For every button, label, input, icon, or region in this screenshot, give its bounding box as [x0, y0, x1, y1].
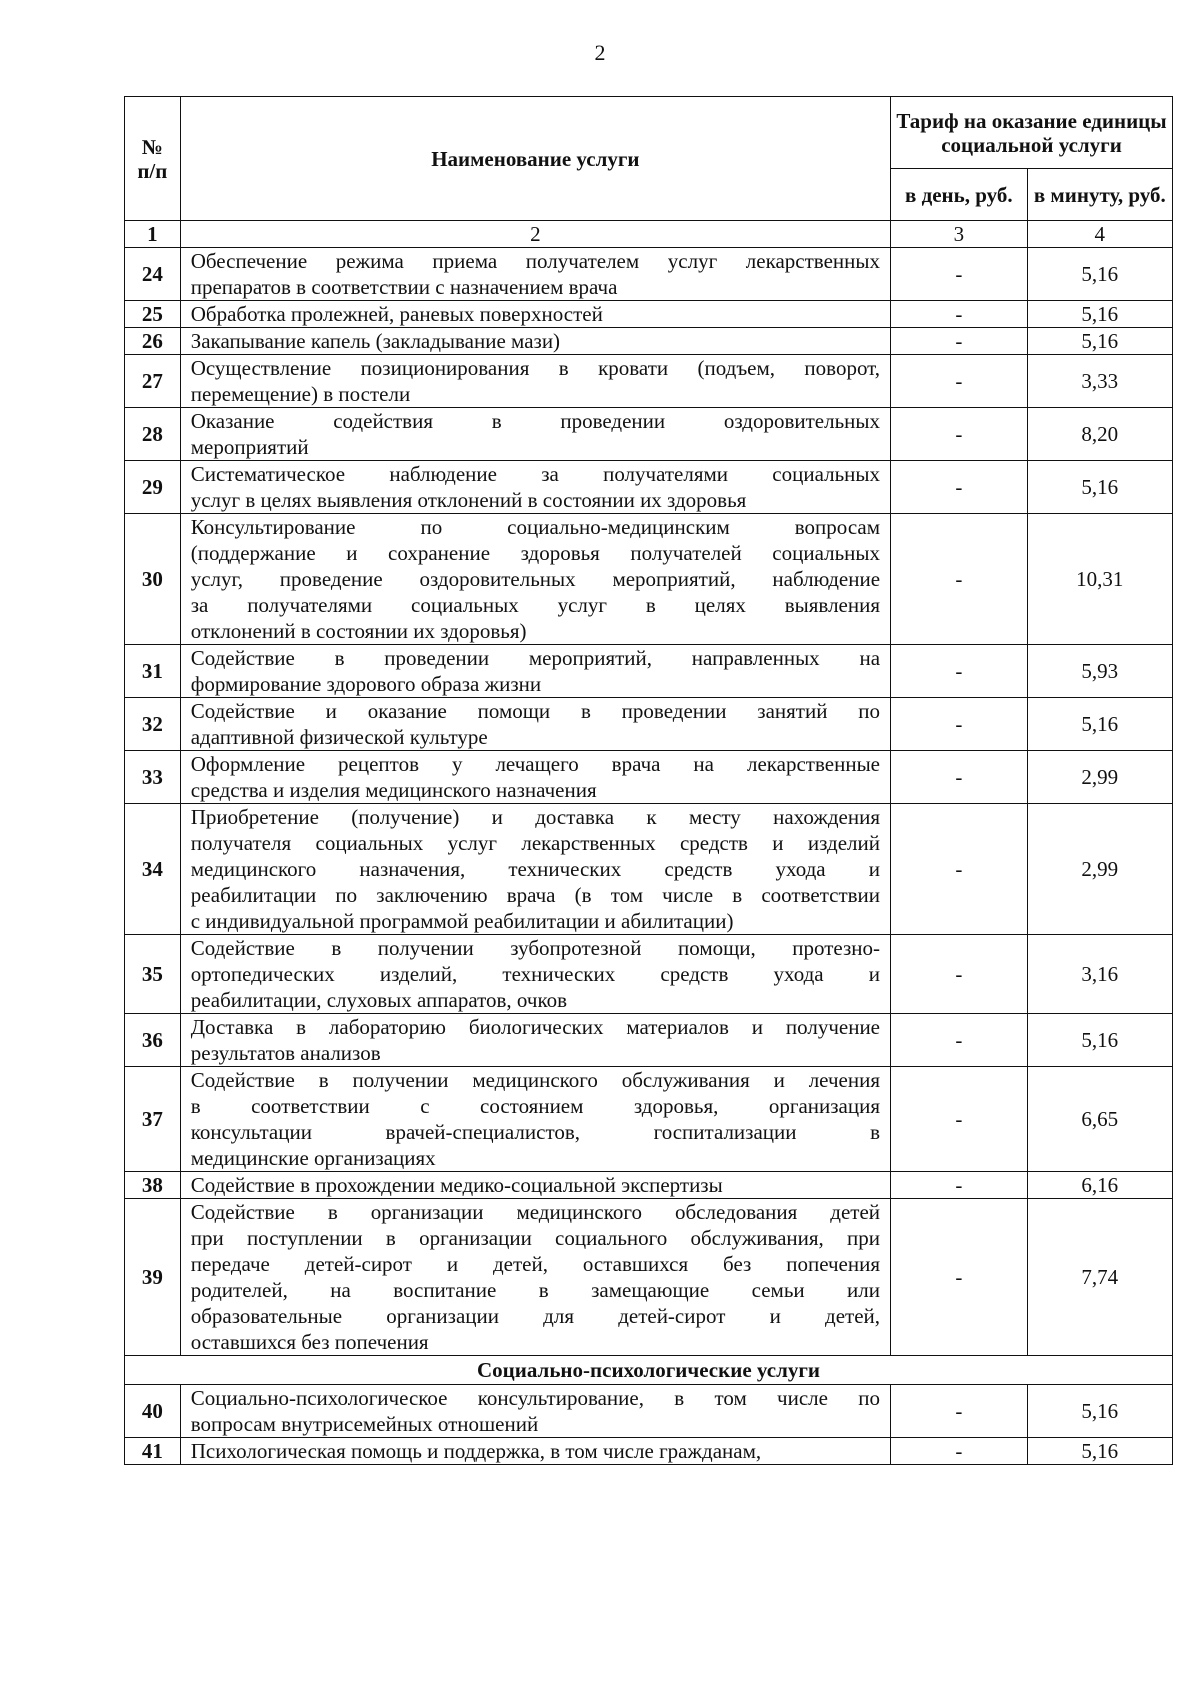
tariff-per-minute: 5,16 [1027, 461, 1172, 514]
tariff-per-minute: 7,74 [1027, 1199, 1172, 1356]
header-tariff: Тариф на оказание единицы социальной услуги [891, 97, 1173, 169]
table-row [125, 328, 1173, 355]
tariff-per-day: - [891, 355, 1028, 408]
service-name-line: вопросам внутрисемейных отношений [190, 1412, 539, 1436]
service-name-line: результатов анализов [190, 1041, 381, 1065]
column-numbers-row [125, 221, 1173, 248]
tariff-per-day: - [891, 935, 1028, 1014]
section-row [125, 1356, 1173, 1385]
service-name-line: препаратов в соответствии с назначением врача [190, 275, 618, 299]
tariff-per-day: - [891, 698, 1028, 751]
column-number: 4 [1027, 221, 1172, 248]
table-row [125, 514, 1173, 645]
table-row [125, 355, 1173, 408]
tariff-per-minute: 5,16 [1027, 1385, 1172, 1438]
row-number: 33 [125, 751, 181, 804]
service-name-line: услуг, проведение оздоровительных мероприятий, наблюдение [190, 567, 881, 591]
service-name-line: образовательные организации для детей-сирот и детей, [190, 1304, 881, 1328]
row-number: 24 [125, 248, 181, 301]
table-body [125, 221, 1173, 1465]
service-name-line: Осуществление позиционирования в кровати (подъем, поворот, [190, 356, 881, 380]
service-name-line: в соответствии с состоянием здоровья, организация [190, 1094, 881, 1118]
table-row [125, 1014, 1173, 1067]
service-name-line: реабилитации, слуховых аппаратов, очков [190, 988, 568, 1012]
service-name-line: перемещение) в постели [190, 382, 411, 406]
service-name [180, 1067, 890, 1172]
tariff-per-day: - [891, 248, 1028, 301]
service-name-line: средства и изделия медицинского назначения [190, 778, 597, 802]
service-name-line: Содействие в получении зубопротезной помощи, протезно- [190, 936, 881, 960]
service-name [180, 1014, 890, 1067]
service-name [180, 408, 890, 461]
tariff-per-day: - [891, 328, 1028, 355]
table-row [125, 408, 1173, 461]
service-name-line: за получателями социальных услуг в целях выявления [190, 593, 881, 617]
table-row [125, 1199, 1173, 1356]
tariff-per-minute: 5,16 [1027, 698, 1172, 751]
service-name [180, 645, 890, 698]
table-row [125, 645, 1173, 698]
column-number: 1 [125, 221, 181, 248]
service-name-line: отклонений в состоянии их здоровья) [190, 619, 527, 643]
table-row [125, 248, 1173, 301]
section-title: Социально-психологические услуги [125, 1356, 1173, 1385]
service-name-line: Содействие и оказание помощи в проведении занятий по [190, 699, 881, 723]
tariff-per-day: - [891, 461, 1028, 514]
service-name-line: услуг в целях выявления отклонений в состоянии их здоровья [190, 488, 747, 512]
tariff-per-minute: 2,99 [1027, 804, 1172, 935]
service-name-line: Систематическое наблюдение за получателями социальных [190, 462, 881, 486]
tariff-per-day: - [891, 408, 1028, 461]
service-name-line: Содействие в проведении мероприятий, направленных на [190, 646, 881, 670]
table-header [125, 97, 1173, 221]
service-name-line: Оказание содействия в проведении оздоровительных [190, 409, 881, 433]
tariff-per-minute: 5,16 [1027, 301, 1172, 328]
tariff-per-day: - [891, 1014, 1028, 1067]
service-name-line: при поступлении в организации социального обслуживания, при [190, 1226, 881, 1250]
table-row [125, 1438, 1173, 1465]
page-number: 2 [594, 40, 606, 65]
tariff-per-day: - [891, 1385, 1028, 1438]
row-number: 32 [125, 698, 181, 751]
header-number: № п/п [125, 97, 181, 221]
service-name-line: ортопедических изделий, технических средств ухода и [190, 962, 881, 986]
service-name-line: оставшихся без попечения [190, 1330, 429, 1354]
service-name [180, 698, 890, 751]
service-name-line: Содействие в получении медицинского обслуживания и лечения [190, 1068, 881, 1092]
tariff-per-day: - [891, 1172, 1028, 1199]
row-number: 27 [125, 355, 181, 408]
table-row [125, 751, 1173, 804]
row-number: 31 [125, 645, 181, 698]
service-name-line: Приобретение (получение) и доставка к месту нахождения [190, 805, 881, 829]
row-number: 29 [125, 461, 181, 514]
service-name-line: Закапывание капель (закладывание мази) [190, 329, 561, 353]
service-name-line: Содействие в прохождении медико-социальной экспертизы [190, 1173, 723, 1197]
service-name-line: реабилитации по заключению врача (в том числе в соответствии [190, 883, 881, 907]
column-number: 3 [891, 221, 1028, 248]
table-row [125, 301, 1173, 328]
service-name [180, 301, 890, 328]
service-name [180, 514, 890, 645]
table-row [125, 698, 1173, 751]
service-name [180, 248, 890, 301]
row-number: 26 [125, 328, 181, 355]
tariff-per-day: - [891, 645, 1028, 698]
row-number: 39 [125, 1199, 181, 1356]
table-row [125, 1385, 1173, 1438]
tariff-per-minute: 3,16 [1027, 935, 1172, 1014]
service-name-line: Консультирование по социально-медицинским вопросам [190, 515, 881, 539]
service-name-line: Психологическая помощь и поддержка, в том числе гражданам, [190, 1439, 762, 1463]
header-per-day: в день, руб. [891, 169, 1028, 221]
table-row [125, 461, 1173, 514]
service-name-line: формирование здорового образа жизни [190, 672, 542, 696]
tariff-per-minute: 5,16 [1027, 1014, 1172, 1067]
tariff-per-day: - [891, 751, 1028, 804]
service-name-line: Содействие в организации медицинского обследования детей [190, 1200, 881, 1224]
service-name [180, 461, 890, 514]
tariff-per-day: - [891, 804, 1028, 935]
service-name [180, 1199, 890, 1356]
row-number: 28 [125, 408, 181, 461]
service-name-line: консультации врачей-специалистов, госпитализации в [190, 1120, 881, 1144]
tariff-per-minute: 5,16 [1027, 1438, 1172, 1465]
column-number: 2 [180, 221, 890, 248]
tariff-per-minute: 6,16 [1027, 1172, 1172, 1199]
service-name [180, 328, 890, 355]
service-name-line: адаптивной физической культуре [190, 725, 488, 749]
service-name [180, 1385, 890, 1438]
service-name-line: Обработка пролежней, раневых поверхностей [190, 302, 603, 326]
header-per-minute: в минуту, руб. [1027, 169, 1172, 221]
tariff-per-day: - [891, 1067, 1028, 1172]
tariff-per-minute: 5,16 [1027, 248, 1172, 301]
table-row [125, 804, 1173, 935]
service-name-line: передаче детей-сирот и детей, оставшихся без попечения [190, 1252, 881, 1276]
service-name [180, 355, 890, 408]
row-number: 35 [125, 935, 181, 1014]
tariff-per-minute: 2,99 [1027, 751, 1172, 804]
header-service-name: Наименование услуги [180, 97, 890, 221]
service-name-line: Доставка в лабораторию биологических материалов и получение [190, 1015, 881, 1039]
row-number: 38 [125, 1172, 181, 1199]
service-name-line: получателя социальных услуг лекарственных средств и изделий [190, 831, 881, 855]
service-name-line: родителей, на воспитание в замещающие семьи или [190, 1278, 881, 1302]
tariff-per-minute: 10,31 [1027, 514, 1172, 645]
row-number: 37 [125, 1067, 181, 1172]
row-number: 36 [125, 1014, 181, 1067]
tariff-table [124, 96, 1173, 1465]
table-row [125, 1067, 1173, 1172]
row-number: 34 [125, 804, 181, 935]
tariff-per-day: - [891, 1199, 1028, 1356]
row-number: 30 [125, 514, 181, 645]
tariff-per-day: - [891, 514, 1028, 645]
tariff-per-minute: 5,93 [1027, 645, 1172, 698]
service-name [180, 1438, 890, 1465]
tariff-per-day: - [891, 1438, 1028, 1465]
row-number: 40 [125, 1385, 181, 1438]
service-name-line: мероприятий [190, 435, 309, 459]
row-number: 25 [125, 301, 181, 328]
service-name [180, 751, 890, 804]
service-name-line: Обеспечение режима приема получателем услуг лекарственных [190, 249, 881, 273]
tariff-per-minute: 8,20 [1027, 408, 1172, 461]
tariff-per-day: - [891, 301, 1028, 328]
table-row [125, 1172, 1173, 1199]
service-name [180, 1172, 890, 1199]
service-name-line: с индивидуальной программой реабилитации и абилитации) [190, 909, 734, 933]
service-name [180, 804, 890, 935]
service-name-line: Социально-психологическое консультирование, в том числе по [190, 1386, 881, 1410]
tariff-per-minute: 3,33 [1027, 355, 1172, 408]
service-name-line: Оформление рецептов у лечащего врача на лекарственные [190, 752, 881, 776]
table-row [125, 935, 1173, 1014]
tariff-per-minute: 6,65 [1027, 1067, 1172, 1172]
service-name-line: медицинские организациях [190, 1146, 436, 1170]
row-number: 41 [125, 1438, 181, 1465]
tariff-per-minute: 5,16 [1027, 328, 1172, 355]
service-name-line: (поддержание и сохранение здоровья получателей социальных [190, 541, 881, 565]
service-name [180, 935, 890, 1014]
service-name-line: медицинского назначения, технических средств ухода и [190, 857, 881, 881]
